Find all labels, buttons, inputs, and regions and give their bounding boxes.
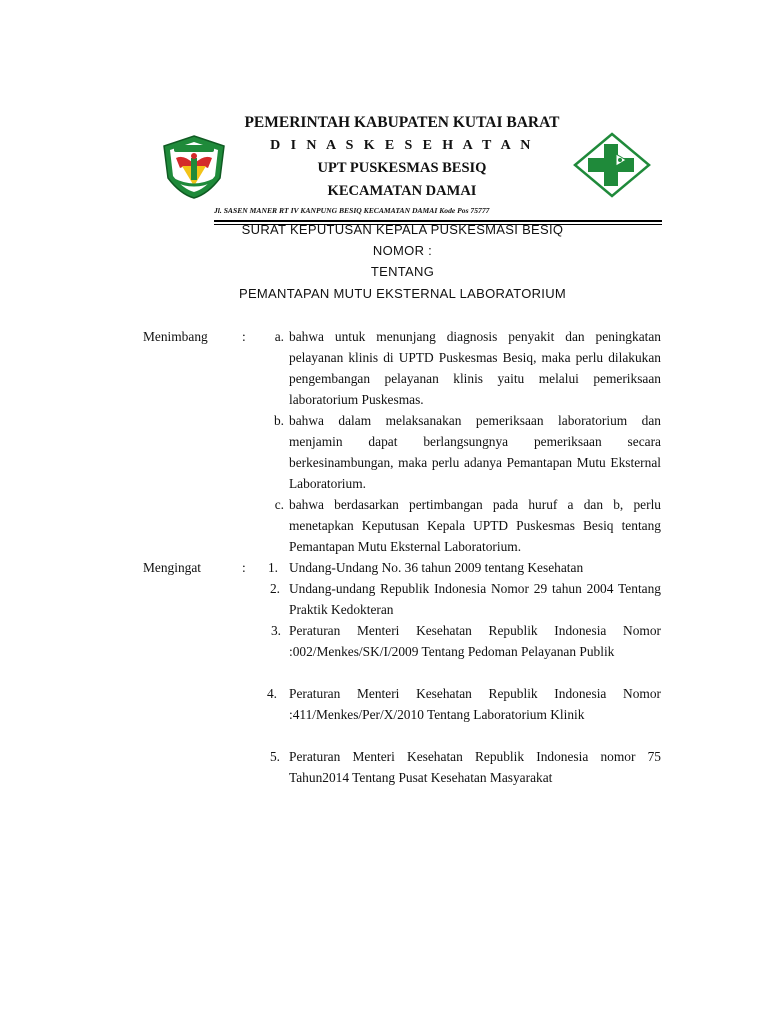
agency-name: D I N A S K E S E H A T A N <box>270 138 534 153</box>
mengingat-colon: : <box>242 560 246 575</box>
decree-number: NOMOR : <box>372 243 433 258</box>
list-item: bahwa berdasarkan pertimbangan pada huruf a dan b, perlu menetapkan Keputusan Kepala UPTD Puskesmas Besiq tentang Pemantapan Mutu Eksternal Laboratorium. <box>289 497 661 554</box>
letterhead <box>0 0 768 230</box>
government-name: PEMERINTAH KABUPATEN KUTAI BARAT <box>244 114 560 131</box>
list-item: Peraturan Menteri Kesehatan Republik Indonesia nomor 75 Tahun2014 Tentang Pusat Kesehatan Masyarakat <box>289 749 661 785</box>
decree-about: TENTANG <box>370 264 435 279</box>
list-marker: b. <box>273 413 284 428</box>
list-marker: c. <box>274 497 284 512</box>
list-marker: 3. <box>270 623 281 638</box>
list-item: bahwa untuk menunjang diagnosis penyakit dan peningkatan pelayanan klinis di UPTD Puskesmas Besiq, maka perlu dilakukan pengembangan pelayanan klinis yaitu melalui pemeriksaan laboratorium Puskesmas. <box>289 329 661 407</box>
list-marker: 2. <box>269 581 280 596</box>
address-line: Jl. SASEN MANER RT IV KANPUNG BESIQ KECAMATAN DAMAI Kode Pos 75777 <box>214 206 490 215</box>
list-item: Undang-undang Republik Indonesia Nomor 29 tahun 2004 Tentang Praktik Kedokteran <box>289 581 661 617</box>
list-marker: 4. <box>266 686 277 701</box>
list-marker: a. <box>274 329 284 344</box>
list-item: Peraturan Menteri Kesehatan Republik Indonesia Nomor :411/Menkes/Per/X/2010 Tentang Laboratorium Klinik <box>289 686 661 722</box>
list-item: bahwa dalam melaksanakan pemeriksaan laboratorium dan menjamin dapat berlangsungnya pemeriksaan secara berkesinambungan, maka perlu adanya Pemantapan Mutu Eksternal Laboratorium. <box>289 413 661 491</box>
decree-title: SURAT KEPUTUSAN KEPALA PUSKESMASI BESIQ <box>241 222 564 237</box>
list-item: Undang-Undang No. 36 tahun 2009 tentang Kesehatan <box>289 560 584 575</box>
list-marker: 1. <box>267 560 278 575</box>
menimbang-colon: : <box>242 329 246 344</box>
list-marker: 5. <box>269 749 280 764</box>
decree-subject: PEMANTAPAN MUTU EKSTERNAL LABORATORIUM <box>238 286 567 301</box>
list-item: Peraturan Menteri Kesehatan Republik Indonesia Nomor :002/Menkes/SK/I/2009 Tentang Pedoman Pelayanan Publik <box>289 623 661 659</box>
menimbang-label: Menimbang <box>143 329 208 344</box>
unit-name: UPT PUSKESMAS BESIQ <box>317 160 487 176</box>
mengingat-label: Mengingat <box>143 560 202 575</box>
district-name: KECAMATAN DAMAI <box>327 183 477 199</box>
